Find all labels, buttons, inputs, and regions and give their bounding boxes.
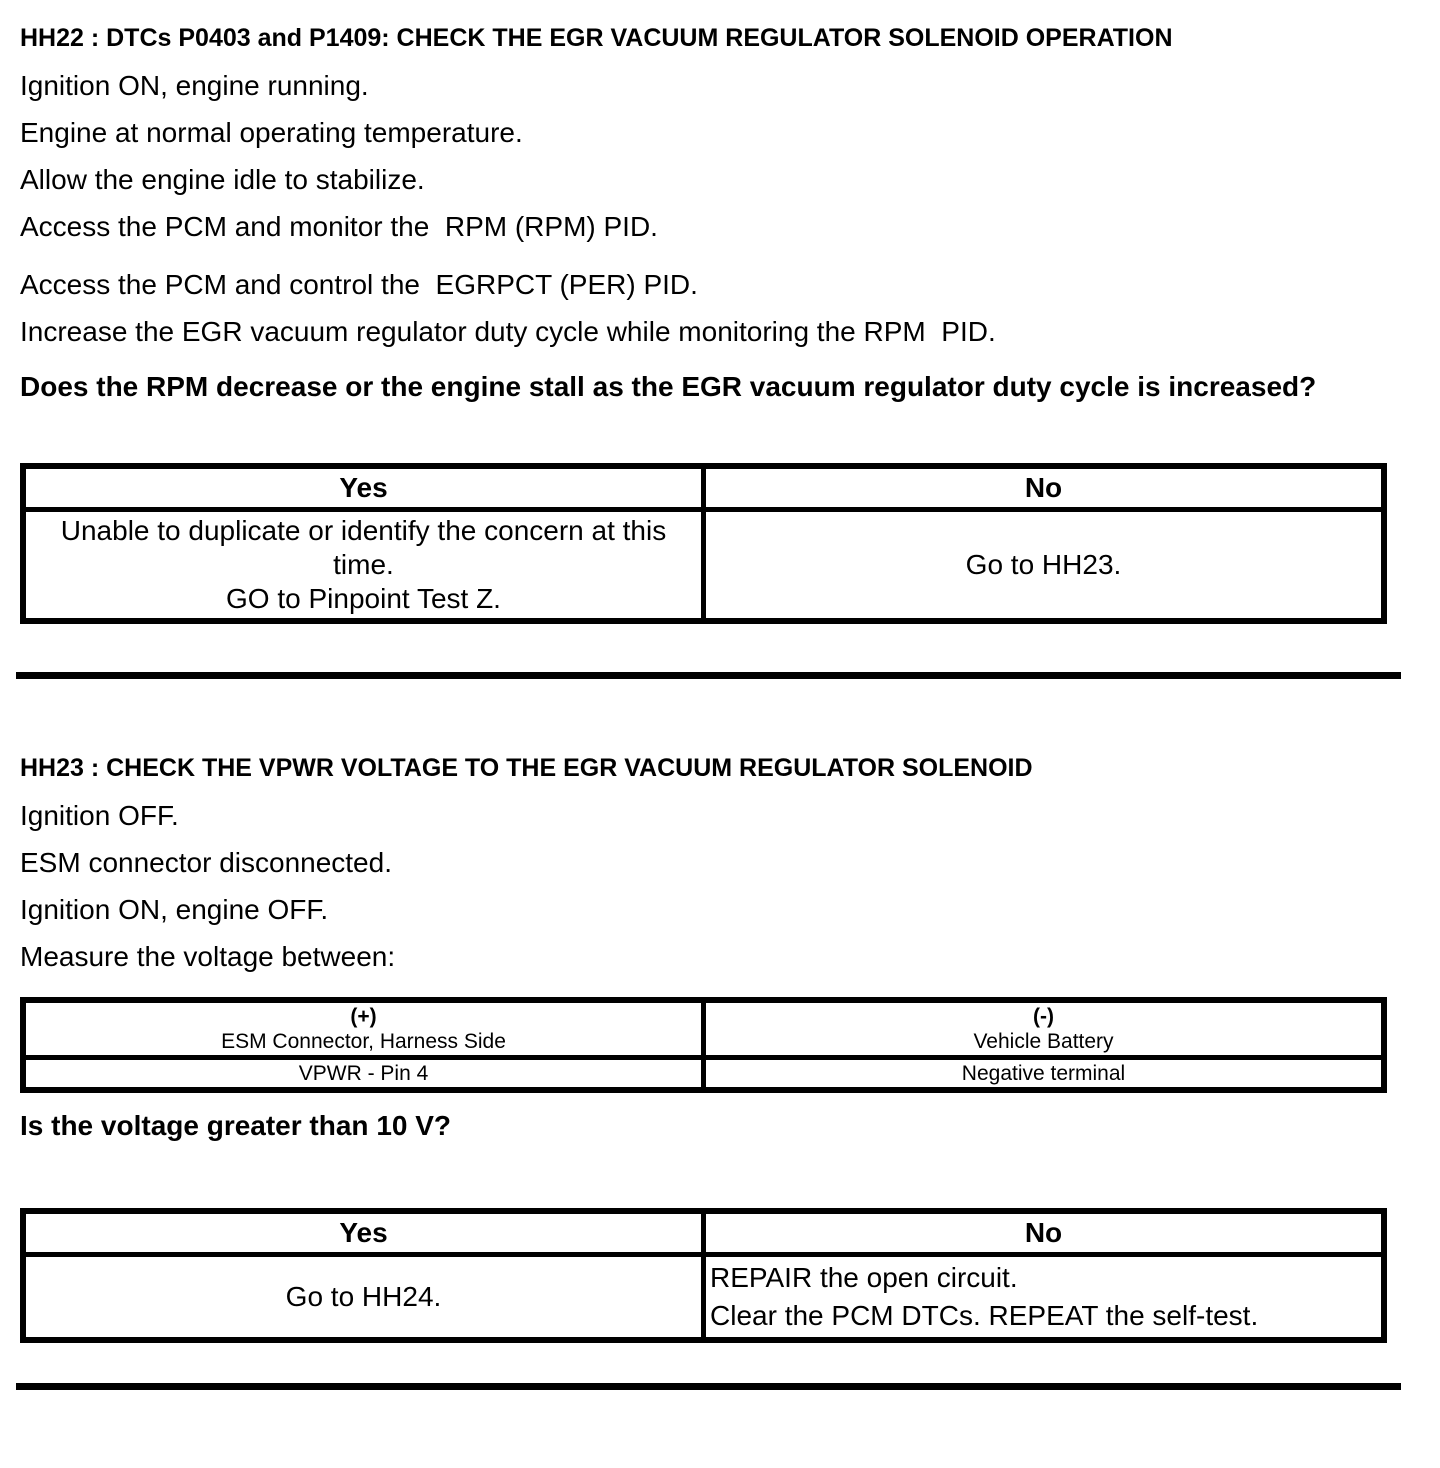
hh23-no-header-cell: No <box>704 1211 1385 1255</box>
hh22-instruction-6: Increase the EGR vacuum regulator duty cycle while monitoring the RPM PID. <box>20 316 996 347</box>
hh22-result-action-row <box>23 510 1384 622</box>
hh23-no-action-line-1: REPAIR the open circuit. <box>710 1262 1018 1293</box>
page-bottom-rule <box>16 1383 1401 1390</box>
hh23-instruction-2: ESM connector disconnected. <box>20 847 392 878</box>
hh23-question: Is the voltage greater than 10 V? <box>20 1110 452 1141</box>
hh22-yes-action-line-2: GO to Pinpoint Test Z. <box>226 583 501 614</box>
negative-lead-pin-cell: Negative terminal <box>704 1058 1385 1091</box>
hh22-yes-action-line-1: Unable to duplicate or identify the concern at this time. <box>60 515 667 580</box>
hh23-no-action-cell <box>704 1255 1385 1341</box>
negative-lead-label: Vehicle Battery <box>973 1030 1114 1053</box>
hh23-no-action-line-2: Clear the PCM DTCs. REPEAT the self-test. <box>710 1300 1259 1331</box>
hh23-heading: HH23 : CHECK THE VPWR VOLTAGE TO THE EGR VACUUM REGULATOR SOLENOID <box>20 754 1033 782</box>
hh23-instruction-3: Ignition ON, engine OFF. <box>20 894 329 925</box>
hh22-instruction-5: Access the PCM and control the EGRPCT (PER) PID. <box>20 269 698 300</box>
measurement-pin-row <box>23 1058 1384 1091</box>
section-hh23 <box>20 754 1412 1343</box>
negative-sign: (-) <box>1033 1005 1054 1028</box>
negative-lead-header-cell <box>704 1000 1385 1058</box>
hh23-yes-header-cell: Yes <box>23 1211 704 1255</box>
hh22-result-header-row <box>23 466 1384 510</box>
hh23-instruction-1: Ignition OFF. <box>20 800 179 831</box>
hh22-instruction-3: Allow the engine idle to stabilize. <box>20 164 425 195</box>
section-divider-rule <box>16 672 1401 679</box>
hh23-result-table <box>20 1208 1387 1343</box>
hh23-result-header-row <box>23 1211 1384 1255</box>
positive-sign: (+) <box>350 1005 377 1028</box>
hh22-heading: HH22 : DTCs P0403 and P1409: CHECK THE EGR VACUUM REGULATOR SOLENOID OPERATION <box>20 24 1173 52</box>
positive-lead-pin-cell: VPWR - Pin 4 <box>23 1058 704 1091</box>
hh23-yes-action-cell: Go to HH24. <box>23 1255 704 1341</box>
hh23-measure-label: Measure the voltage between: <box>20 941 396 972</box>
hh23-measurement-table <box>20 997 1387 1093</box>
hh22-no-action-cell: Go to HH23. <box>704 510 1385 622</box>
positive-lead-label: ESM Connector, Harness Side <box>221 1030 506 1053</box>
hh22-result-table <box>20 463 1387 624</box>
hh23-result-action-row <box>23 1255 1384 1341</box>
hh22-instruction-1: Ignition ON, engine running. <box>20 70 369 101</box>
positive-lead-header-cell <box>23 1000 704 1058</box>
measurement-header-row <box>23 1000 1384 1058</box>
section-hh22 <box>20 24 1412 624</box>
hh22-yes-header-cell: Yes <box>23 466 704 510</box>
hh22-no-header-cell: No <box>704 466 1385 510</box>
hh22-instruction-4: Access the PCM and monitor the RPM (RPM) PID. <box>20 211 658 242</box>
hh22-question: Does the RPM decrease or the engine stall as the EGR vacuum regulator duty cycle is increased? <box>20 371 1317 402</box>
hh22-instruction-2: Engine at normal operating temperature. <box>20 117 523 148</box>
hh22-yes-action-cell <box>23 510 704 622</box>
